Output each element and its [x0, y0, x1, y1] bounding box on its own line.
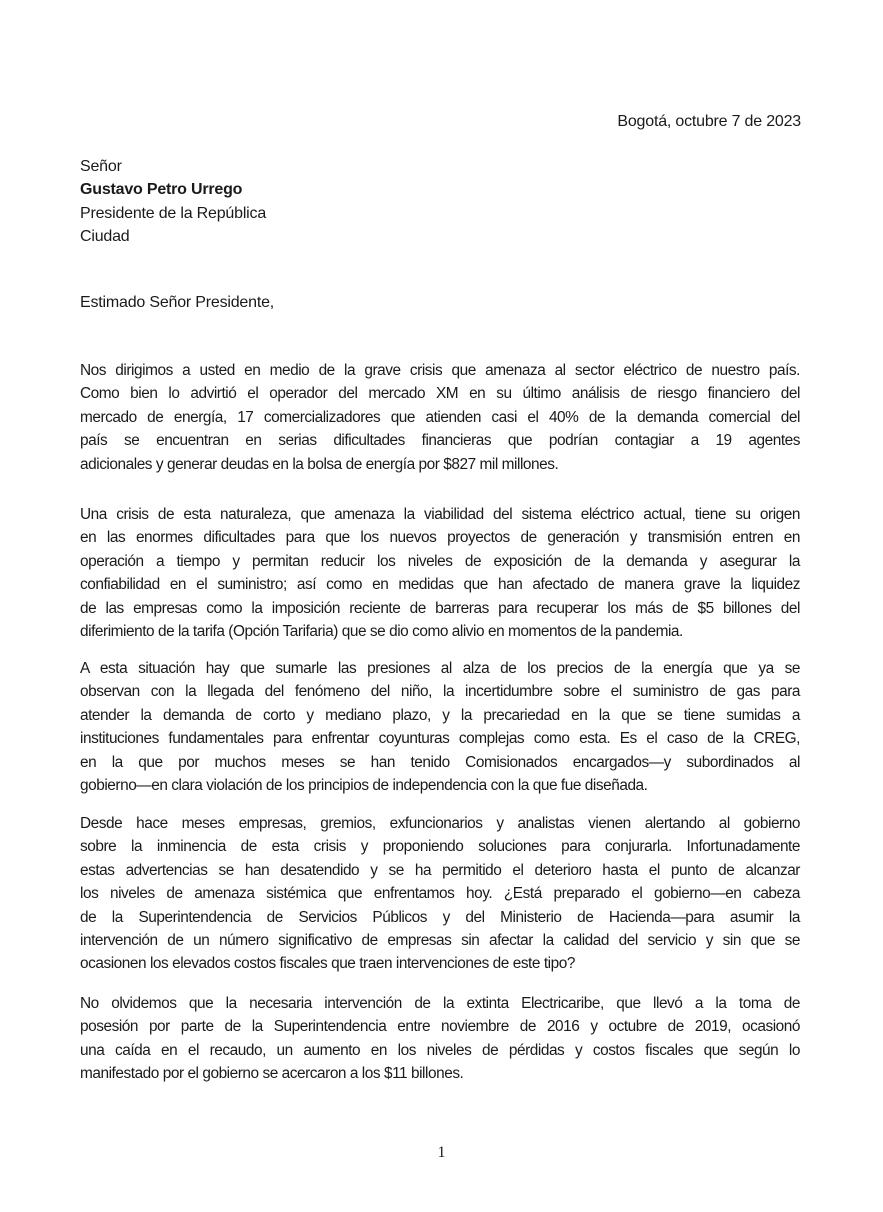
- letter-date: Bogotá, octubre 7 de 2023: [617, 113, 801, 130]
- paragraph-1: [80, 359, 800, 476]
- paragraph-2: [80, 503, 800, 643]
- paragraph-3: [80, 657, 800, 797]
- paragraph-line: en las enormes dificultades para que los nuevos proyectos de generación y transmisión entren en: [80, 529, 800, 547]
- paragraph-line: adicionales y generar deudas en la bolsa de energía por $827 mil millones.: [80, 455, 559, 473]
- paragraph-line: estas advertencias se han desatendido y se ha permitido el deterioro hasta el punto de alcanzar: [80, 861, 800, 879]
- paragraph-line: intervención de un número significativo de empresas sin afectar la calidad del servicio y sin que se: [80, 932, 800, 950]
- recipient-city: Ciudad: [80, 228, 130, 246]
- paragraph-line: Como bien lo advirtió el operador del mercado XM en su último análisis de riesgo financiero del: [80, 385, 800, 403]
- paragraph-line: atender la demanda de corto y mediano plazo, y la precariedad en la que se tiene sumidas a: [80, 706, 800, 724]
- paragraph-line: A esta situación hay que sumarle las presiones al alza de los precios de la energía que ya se: [80, 660, 800, 677]
- recipient-name: Gustavo Petro Urrego: [80, 181, 243, 199]
- paragraph-line: de la Superintendencia de Servicios Públicos y del Ministerio de Hacienda—para asumir la: [80, 908, 800, 926]
- paragraph-line: ocasionen los elevados costos fiscales que traen intervenciones de este tipo?: [80, 955, 575, 973]
- paragraph-line: una caída en el recaudo, un aumento en los niveles de pérdidas y costos fiscales que según lo: [80, 1041, 800, 1059]
- paragraph-line: sobre la inminencia de esta crisis y proponiendo soluciones para conjurarla. Infortunadamente: [80, 838, 800, 856]
- paragraph-line: Nos dirigimos a usted en medio de la grave crisis que amenaza al sector eléctrico de nuestro país.: [80, 362, 800, 379]
- paragraph-line: mercado de energía, 17 comercializadores que atienden casi el 40% de la demanda comercial del: [80, 408, 800, 426]
- paragraph-line: instituciones fundamentales para enfrentar coyunturas complejas como esta. Es el caso de la CREG,: [80, 730, 800, 748]
- paragraph-5: [80, 992, 800, 1086]
- paragraph-line: de las empresas como la imposición reciente de barreras para recuperar los más de $5 billones del: [80, 599, 800, 617]
- paragraph-line: diferimiento de la tarifa (Opción Tarifaria) que se dio como alivio en momentos de la pandemia.: [80, 623, 683, 641]
- recipient-block: [80, 155, 266, 249]
- paragraph-line: Una crisis de esta naturaleza, que amenaza la viabilidad del sistema eléctrico actual, tiene su origen: [80, 506, 800, 523]
- paragraph-line: Desde hace meses empresas, gremios, exfuncionarios y analistas vienen alertando al gobierno: [80, 815, 800, 832]
- paragraph-line: No olvidemos que la necesaria intervención de la extinta Electricaribe, que llevó a la toma de: [80, 995, 800, 1012]
- recipient-position: Presidente de la República: [80, 204, 267, 222]
- paragraph-line: posesión por parte de la Superintendencia entre noviembre de 2016 y octubre de 2019, ocasionó: [80, 1018, 800, 1036]
- paragraph-4: [80, 812, 800, 976]
- paragraph-line: operación a tiempo y permitan reducir los niveles de exposición de la demanda y asegurar la: [80, 552, 800, 570]
- paragraph-line: manifestado por el gobierno se acercaron a los $11 billones.: [80, 1065, 464, 1083]
- paragraph-line: observan con la llegada del fenómeno del niño, la incertidumbre sobre el suministro de gas para: [80, 683, 800, 701]
- paragraph-line: en la que por muchos meses se han tenido Comisionados encargados—y subordinados al: [80, 753, 800, 771]
- recipient-title: Señor: [80, 158, 122, 175]
- paragraph-line: país se encuentran en serias dificultades financieras que podrían contagiar a 19 agentes: [80, 432, 800, 450]
- greeting: Estimado Señor Presidente,: [80, 294, 275, 311]
- paragraph-line: los niveles de amenaza sistémica que enfrentamos hoy. ¿Está preparado el gobierno—en cabeza: [80, 885, 800, 903]
- paragraph-line: gobierno—en clara violación de los principios de independencia con la que fue diseñada.: [80, 777, 648, 795]
- page-number: 1: [437, 1144, 446, 1161]
- paragraph-line: confiabilidad en el suministro; así como en medidas que han afectado de manera grave la liquidez: [80, 576, 800, 594]
